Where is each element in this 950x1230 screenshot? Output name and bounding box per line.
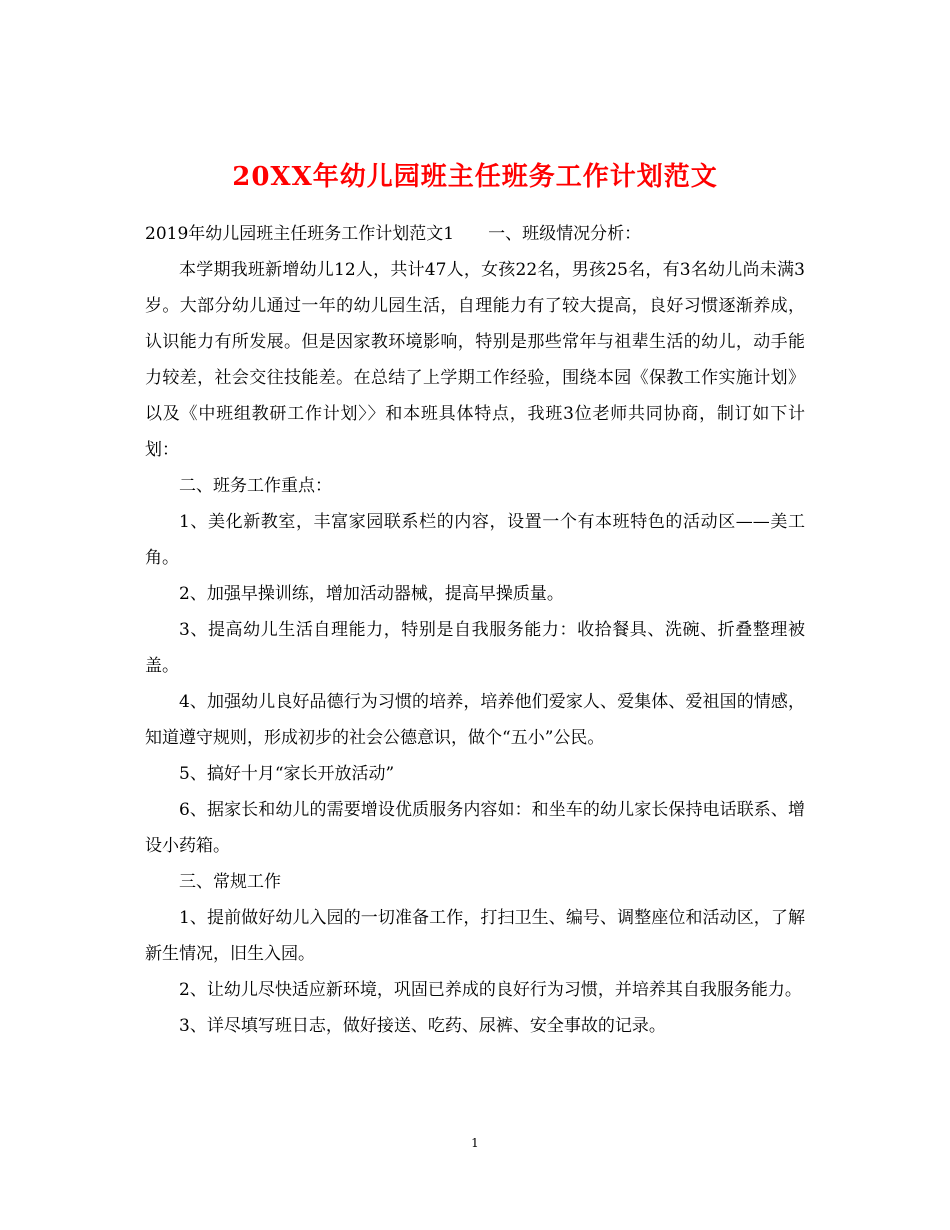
- list-item: 3、详尽填写班日志，做好接送、吃药、尿裤、安全事故的记录。: [179, 1016, 666, 1036]
- paragraph-class-analysis: 本学期我班新增幼儿12人，共计47人，女孩22名，男孩25名，有3名幼儿尚未满3岁。大部分幼儿通过一年的幼儿园生活，自理能力有了较大提高，良好习惯逐渐养成，认识能力有所发展。但是因家教环境影响，特别是那些常年与祖辈生活的幼儿，动手能力较差，社会交往技能差。在总结了上学期工作经验，围绕本园《保教工作实施计划》以及《中班组教研工作计划〉〉和本班具体特点，我班3位老师共同协商，制订如下计划：: [145, 260, 805, 460]
- paragraph-intro: 2019年幼儿园班主任班务工作计划范文1 一、班级情况分析：: [145, 224, 642, 244]
- list-item: 5、搞好十月“家长开放活动”: [179, 764, 395, 784]
- document-title: 20XX年幼儿园班主任班务工作计划范文: [232, 162, 718, 193]
- document-body: [145, 216, 805, 1044]
- list-item: 6、据家长和幼儿的需要增设优质服务内容如：和坐车的幼儿家长保持电话联系、增设小药箱。: [145, 800, 805, 856]
- list-item: 2、让幼儿尽快适应新环境，巩固已养成的良好行为习惯，并培养其自我服务能力。: [179, 980, 802, 1000]
- section-heading-routine-work: 三、常规工作: [179, 872, 281, 892]
- list-item: 3、提高幼儿生活自理能力，特别是自我服务能力：收拾餐具、洗碗、折叠整理被盖。: [145, 620, 805, 676]
- list-item: 4、加强幼儿良好品德行为习惯的培养，培养他们爱家人、爱集体、爱祖国的情感，知道遵守规则，形成初步的社会公德意识，做个“五小”公民。: [145, 692, 805, 748]
- section-heading-key-work: 二、班务工作重点：: [179, 476, 332, 496]
- list-item: 2、加强早操训练，增加活动器械，提高早操质量。: [179, 584, 564, 604]
- page-number: 1: [471, 1136, 479, 1150]
- list-item: 1、美化新教室，丰富家园联系栏的内容，设置一个有本班特色的活动区——美工角。: [145, 512, 805, 568]
- list-item: 1、提前做好幼儿入园的一切准备工作，打扫卫生、编号、调整座位和活动区，了解新生情况，旧生入园。: [145, 908, 805, 964]
